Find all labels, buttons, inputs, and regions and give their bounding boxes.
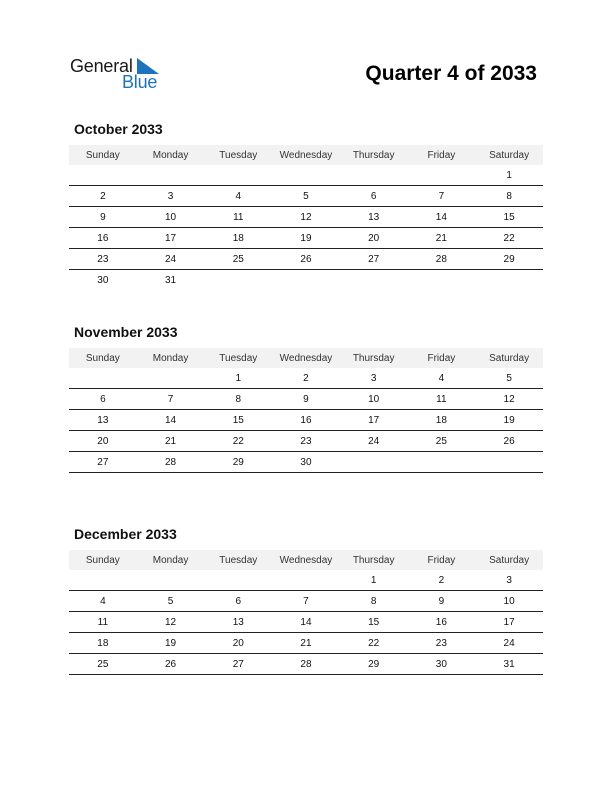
day-cell: 20	[340, 228, 408, 249]
day-cell	[340, 165, 408, 186]
day-cell: 18	[408, 410, 476, 431]
day-cell	[475, 452, 543, 473]
month-title: November 2033	[74, 324, 178, 340]
day-cell: 29	[340, 654, 408, 675]
month-november	[69, 323, 543, 473]
day-cell: 30	[272, 452, 340, 473]
week-row	[69, 207, 543, 228]
weekday-header: Friday	[408, 145, 476, 165]
weekday-header: Tuesday	[204, 348, 272, 368]
day-cell: 10	[137, 207, 205, 228]
day-cell: 17	[340, 410, 408, 431]
week-row	[69, 165, 543, 186]
weekday-header: Wednesday	[272, 145, 340, 165]
page-title: Quarter 4 of 2033	[365, 62, 537, 85]
day-cell: 9	[69, 207, 137, 228]
day-cell	[204, 165, 272, 186]
day-cell	[69, 368, 137, 389]
day-cell: 19	[137, 633, 205, 654]
weekday-header: Tuesday	[204, 145, 272, 165]
day-cell: 22	[340, 633, 408, 654]
day-cell: 28	[408, 249, 476, 270]
day-cell: 25	[69, 654, 137, 675]
day-cell: 18	[204, 228, 272, 249]
day-cell: 17	[137, 228, 205, 249]
day-cell: 8	[475, 186, 543, 207]
day-cell: 8	[340, 591, 408, 612]
day-cell	[137, 368, 205, 389]
day-cell: 4	[408, 368, 476, 389]
day-cell: 15	[475, 207, 543, 228]
logo	[70, 56, 170, 92]
month-title: October 2033	[74, 121, 163, 137]
day-cell: 22	[475, 228, 543, 249]
day-cell: 26	[272, 249, 340, 270]
day-cell: 1	[340, 570, 408, 591]
day-cell	[408, 270, 476, 291]
weekday-header: Monday	[137, 145, 205, 165]
day-cell: 13	[204, 612, 272, 633]
day-cell: 29	[204, 452, 272, 473]
day-cell	[69, 165, 137, 186]
day-cell	[272, 165, 340, 186]
weekday-header-row	[69, 348, 543, 368]
day-cell: 7	[408, 186, 476, 207]
day-cell: 12	[475, 389, 543, 410]
weekday-header-row	[69, 550, 543, 570]
day-cell: 27	[204, 654, 272, 675]
day-cell: 11	[408, 389, 476, 410]
day-cell: 2	[69, 186, 137, 207]
weekday-header: Saturday	[475, 550, 543, 570]
day-cell: 5	[475, 368, 543, 389]
weekday-header: Thursday	[340, 145, 408, 165]
month-title: December 2033	[74, 526, 177, 542]
day-cell: 24	[340, 431, 408, 452]
weekday-header: Saturday	[475, 348, 543, 368]
weekday-header-row	[69, 145, 543, 165]
week-row	[69, 431, 543, 452]
day-cell: 9	[272, 389, 340, 410]
day-cell: 28	[272, 654, 340, 675]
week-row	[69, 270, 543, 291]
week-row	[69, 368, 543, 389]
day-cell	[340, 452, 408, 473]
day-cell: 22	[204, 431, 272, 452]
day-cell: 19	[475, 410, 543, 431]
day-cell: 7	[137, 389, 205, 410]
day-cell	[340, 270, 408, 291]
day-cell: 26	[137, 654, 205, 675]
logo-text-general: General	[70, 56, 133, 76]
weekday-header: Friday	[408, 348, 476, 368]
week-row	[69, 410, 543, 431]
month-october	[69, 120, 543, 290]
week-row	[69, 570, 543, 591]
week-row	[69, 186, 543, 207]
day-cell: 12	[137, 612, 205, 633]
day-cell: 8	[204, 389, 272, 410]
weekday-header: Thursday	[340, 550, 408, 570]
day-cell: 16	[408, 612, 476, 633]
day-cell: 21	[272, 633, 340, 654]
day-cell	[137, 570, 205, 591]
day-cell	[272, 570, 340, 591]
day-cell: 29	[475, 249, 543, 270]
day-cell: 24	[475, 633, 543, 654]
day-cell: 7	[272, 591, 340, 612]
week-row	[69, 389, 543, 410]
day-cell: 14	[408, 207, 476, 228]
day-cell: 15	[204, 410, 272, 431]
week-row	[69, 591, 543, 612]
day-cell: 3	[137, 186, 205, 207]
weekday-header: Wednesday	[272, 348, 340, 368]
day-cell: 24	[137, 249, 205, 270]
day-cell: 11	[204, 207, 272, 228]
day-cell: 1	[475, 165, 543, 186]
calendar-table	[69, 145, 543, 290]
day-cell: 2	[272, 368, 340, 389]
month-december	[69, 525, 543, 675]
day-cell: 12	[272, 207, 340, 228]
weekday-header: Sunday	[69, 348, 137, 368]
day-cell: 5	[272, 186, 340, 207]
day-cell: 3	[475, 570, 543, 591]
day-cell	[272, 270, 340, 291]
calendar-table	[69, 348, 543, 473]
week-row	[69, 654, 543, 675]
day-cell: 27	[69, 452, 137, 473]
day-cell: 16	[272, 410, 340, 431]
weekday-header: Thursday	[340, 348, 408, 368]
day-cell: 21	[137, 431, 205, 452]
weekday-header: Wednesday	[272, 550, 340, 570]
day-cell: 18	[69, 633, 137, 654]
day-cell: 6	[340, 186, 408, 207]
day-cell: 20	[204, 633, 272, 654]
calendar-table	[69, 550, 543, 675]
day-cell	[69, 570, 137, 591]
day-cell: 3	[340, 368, 408, 389]
day-cell: 6	[69, 389, 137, 410]
day-cell: 19	[272, 228, 340, 249]
day-cell: 14	[272, 612, 340, 633]
day-cell: 21	[408, 228, 476, 249]
weekday-header: Monday	[137, 550, 205, 570]
day-cell: 16	[69, 228, 137, 249]
day-cell: 13	[69, 410, 137, 431]
day-cell: 17	[475, 612, 543, 633]
day-cell: 4	[69, 591, 137, 612]
week-row	[69, 228, 543, 249]
day-cell: 23	[408, 633, 476, 654]
weekday-header: Friday	[408, 550, 476, 570]
day-cell	[137, 165, 205, 186]
day-cell: 23	[272, 431, 340, 452]
day-cell: 30	[97, 274, 109, 286]
day-cell	[475, 270, 543, 291]
week-row	[69, 452, 543, 473]
day-cell: 26	[475, 431, 543, 452]
day-cell: 20	[69, 431, 137, 452]
day-cell: 15	[340, 612, 408, 633]
day-cell: 30	[408, 654, 476, 675]
day-cell: 5	[137, 591, 205, 612]
day-cell: 14	[137, 410, 205, 431]
weekday-header: Saturday	[475, 145, 543, 165]
weekday-header: Tuesday	[204, 550, 272, 570]
day-cell: 10	[475, 591, 543, 612]
day-cell: 2	[408, 570, 476, 591]
week-row	[69, 249, 543, 270]
week-row	[69, 612, 543, 633]
weekday-header: Sunday	[69, 145, 137, 165]
weekday-header: Monday	[137, 348, 205, 368]
day-cell: 31	[164, 274, 177, 286]
day-cell: 27	[340, 249, 408, 270]
day-cell: 1	[204, 368, 272, 389]
day-cell	[204, 570, 272, 591]
day-cell	[408, 165, 476, 186]
logo-text-blue: Blue	[122, 72, 158, 92]
day-cell: 31	[475, 654, 543, 675]
day-cell: 25	[408, 431, 476, 452]
week-row	[69, 633, 543, 654]
day-cell: 4	[204, 186, 272, 207]
day-cell: 23	[69, 249, 137, 270]
day-cell: 25	[204, 249, 272, 270]
day-cell: 13	[340, 207, 408, 228]
day-cell: 9	[408, 591, 476, 612]
day-cell: 10	[340, 389, 408, 410]
day-cell	[204, 270, 272, 291]
day-cell	[408, 452, 476, 473]
weekday-header: Sunday	[69, 550, 137, 570]
day-cell: 6	[204, 591, 272, 612]
day-cell: 28	[137, 452, 205, 473]
day-cell: 11	[69, 612, 137, 633]
